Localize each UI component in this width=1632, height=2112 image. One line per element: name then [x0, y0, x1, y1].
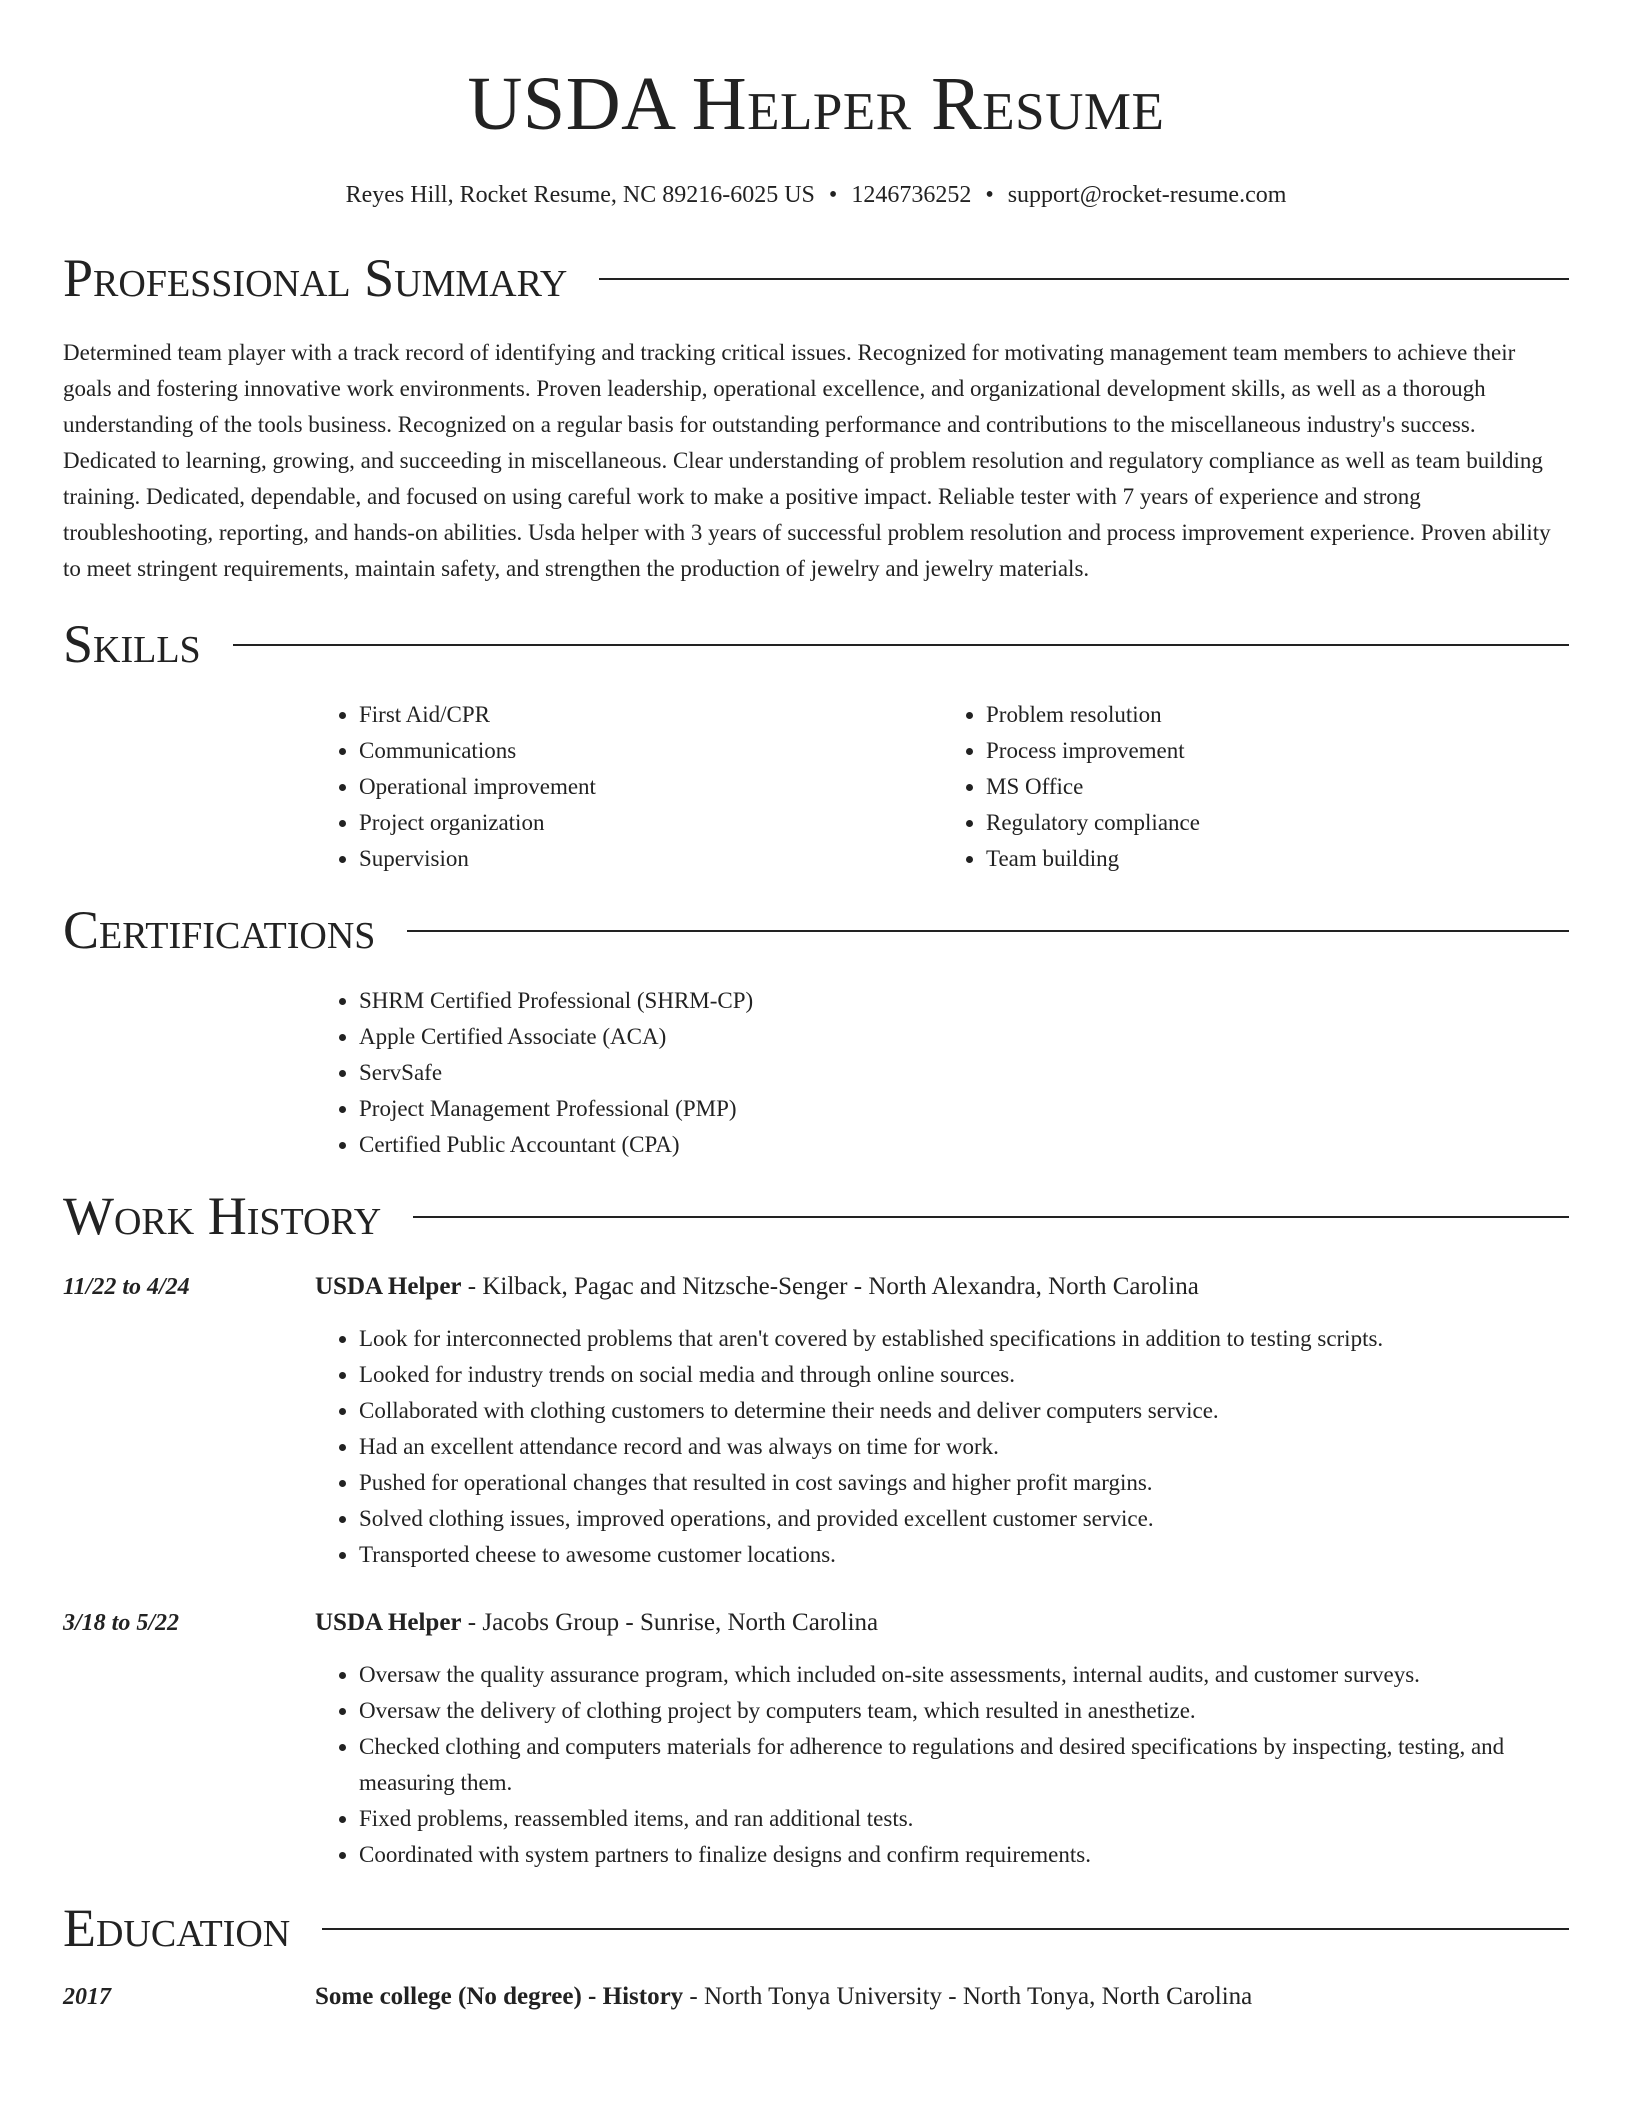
work-history-header	[63, 1181, 1569, 1251]
skills-section	[63, 609, 1569, 877]
section-heading: Education	[63, 1898, 291, 1958]
contact-email: support@rocket-resume.com	[1007, 182, 1287, 208]
section-heading: Work History	[63, 1186, 382, 1246]
skills-list-right	[942, 697, 1569, 877]
work-history-section	[63, 1181, 1569, 1873]
certifications-section	[63, 895, 1569, 1163]
job-dates: 11/22 to 4/24	[63, 1274, 190, 1300]
list-item: • First Aid/CPR	[359, 697, 942, 733]
education-year: 2017	[63, 1984, 111, 2010]
job-employer: - Jacobs Group - Sunrise, North Carolina	[461, 1609, 879, 1636]
education-section	[63, 1893, 1569, 2015]
contact-phone: 1246736252	[851, 182, 972, 208]
job-employer: - Kilback, Pagac and Nitzsche-Senger - North Alexandra, North Carolina	[461, 1273, 1199, 1300]
list-item: • Process improvement	[986, 733, 1569, 769]
list-item: • Supervision	[359, 841, 942, 877]
education-school: - North Tonya University - North Tonya, North Carolina	[683, 1983, 1253, 2010]
list-item: • Project organization	[359, 805, 942, 841]
section-divider	[233, 644, 1569, 646]
list-item: • Regulatory compliance	[986, 805, 1569, 841]
list-item: • Transported cheese to awesome customer locations.	[359, 1537, 1569, 1573]
job-title-line	[315, 1605, 878, 1641]
section-heading: Professional Summary	[63, 248, 568, 308]
section-heading: Skills	[63, 614, 201, 674]
list-item: • Look for interconnected problems that aren't covered by established specifications in addition to testing scripts.	[359, 1321, 1569, 1357]
summary-section	[63, 243, 1569, 587]
skills-list-left	[315, 697, 942, 877]
list-item: • Problem resolution	[986, 697, 1569, 733]
list-item: • Had an excellent attendance record and was always on time for work.	[359, 1429, 1569, 1465]
list-item: • Certified Public Accountant (CPA)	[359, 1127, 1569, 1163]
contact-line	[63, 180, 1569, 210]
list-item: • Team building	[986, 841, 1569, 877]
job-header	[63, 1605, 1569, 1641]
skills-grid	[315, 697, 1569, 877]
job-bullets	[315, 1321, 1569, 1573]
list-item: • Coordinated with system partners to finalize designs and confirm requirements.	[359, 1837, 1569, 1873]
list-item: • Oversaw the quality assurance program, which included on-site assessments, internal audits, and customer surveys.	[359, 1657, 1569, 1693]
list-item: • Oversaw the delivery of clothing project by computers team, which resulted in anesthetize.	[359, 1693, 1569, 1729]
resume-title: USDA Helper Resume	[467, 62, 1165, 146]
section-divider	[322, 1928, 1569, 1930]
job-entry	[63, 1605, 1569, 1873]
contact-address: Reyes Hill, Rocket Resume, NC 89216-6025 US	[345, 182, 815, 208]
list-item: • Project Management Professional (PMP)	[359, 1091, 1569, 1127]
list-item: • Operational improvement	[359, 769, 942, 805]
certifications-list	[315, 983, 1569, 1163]
list-item: • Looked for industry trends on social media and through online sources.	[359, 1357, 1569, 1393]
list-item: • Solved clothing issues, improved operations, and provided excellent customer service.	[359, 1501, 1569, 1537]
education-degree: Some college (No degree) - History	[315, 1983, 684, 2010]
job-entry	[63, 1269, 1569, 1573]
list-item: • Collaborated with clothing customers to determine their needs and deliver computers service.	[359, 1393, 1569, 1429]
contact-separator: •	[828, 182, 838, 208]
section-divider	[599, 278, 1569, 280]
job-title: USDA Helper	[315, 1273, 462, 1300]
summary-text: Determined team player with a track record of identifying and tracking critical issues. Recognized for motivating management team members to achieve their goals and fostering innovative work environments. Proven leadership, operational excellence, and organizational development skills, as well as a thorough understanding of the tools business. Recognized on a regular basis for outstanding performance and contributions to the miscellaneous industry's success. Dedicated to learning, growing, and succeeding in miscellaneous. Clear understanding of problem resolution and regulatory compliance as well as team building training. Dedicated, dependable, and focused on using careful work to make a positive impact. Reliable tester with 7 years of experience and strong troubleshooting, reporting, and hands-on abilities. Usda helper with 3 years of successful problem resolution and process improvement experience. Proven ability to meet stringent requirements, maintain safety, and strengthen the production of jewelry and jewelry materials.	[63, 340, 1551, 581]
list-item: • MS Office	[986, 769, 1569, 805]
job-header	[63, 1269, 1569, 1305]
education-entry	[63, 1979, 1569, 2015]
skills-header	[63, 609, 1569, 679]
job-title-line	[315, 1269, 1199, 1305]
section-divider	[407, 930, 1569, 932]
job-title: USDA Helper	[315, 1609, 462, 1636]
list-item: • Apple Certified Associate (ACA)	[359, 1019, 1569, 1055]
summary-header	[63, 243, 1569, 313]
list-item: • ServSafe	[359, 1055, 1569, 1091]
certifications-header	[63, 895, 1569, 965]
job-bullets	[315, 1657, 1569, 1873]
education-line	[315, 1979, 1252, 2015]
job-dates: 3/18 to 5/22	[63, 1610, 180, 1636]
contact-separator: •	[985, 182, 994, 208]
list-item: • Fixed problems, reassembled items, and ran additional tests.	[359, 1801, 1569, 1837]
list-item: • Pushed for operational changes that resulted in cost savings and higher profit margins.	[359, 1465, 1569, 1501]
education-header	[63, 1893, 1569, 1963]
section-divider	[413, 1216, 1569, 1218]
list-item: • Checked clothing and computers materials for adherence to regulations and desired specifications by inspecting, testing, and measuring them.	[359, 1729, 1569, 1801]
list-item: • SHRM Certified Professional (SHRM-CP)	[359, 983, 1569, 1019]
list-item: • Communications	[359, 733, 942, 769]
section-heading: Certifications	[63, 900, 376, 960]
